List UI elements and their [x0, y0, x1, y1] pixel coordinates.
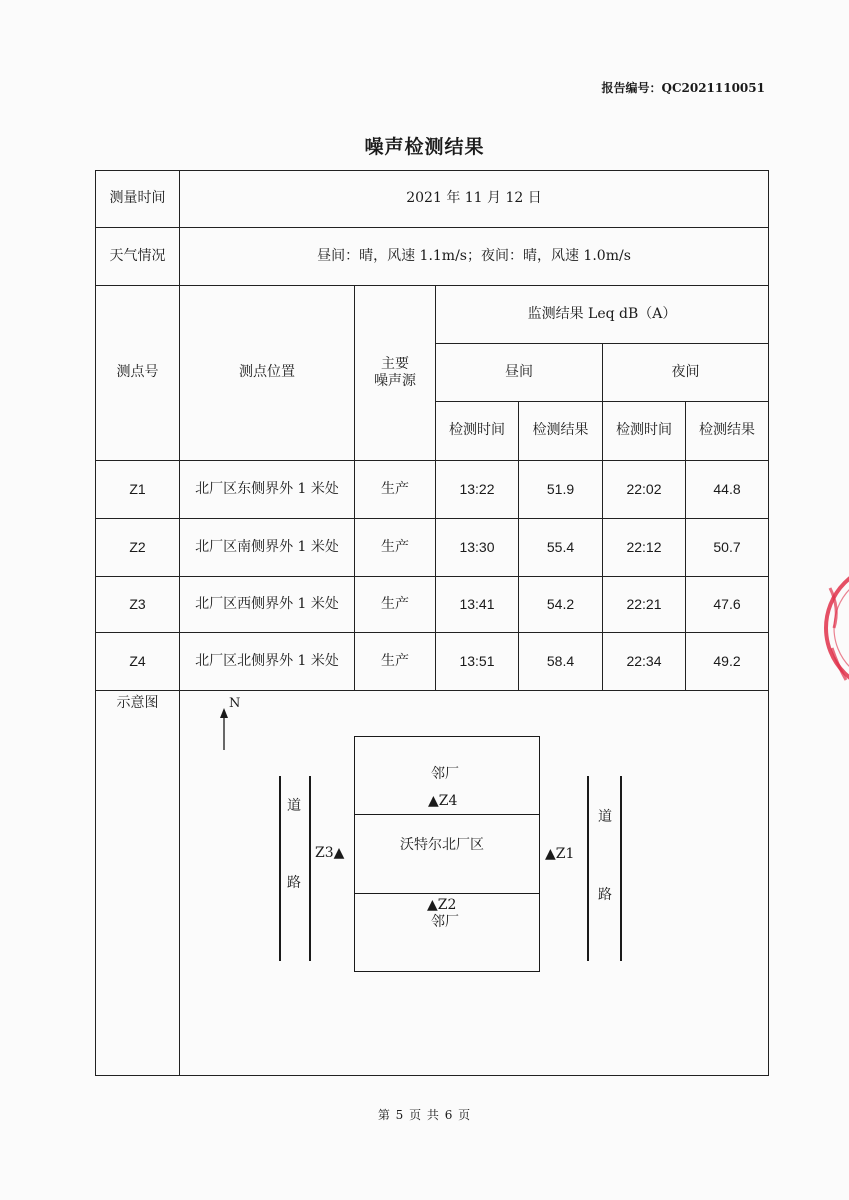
diagram-cell: [179, 690, 769, 1076]
row-1-day-time: 13:22: [435, 460, 519, 519]
z3-marker: Z3▲: [315, 845, 345, 861]
page-footer: 第 5 页 共 6 页: [377, 1108, 472, 1122]
diagram-label: 示意图: [116, 695, 159, 711]
page-title: 噪声检测结果: [364, 136, 485, 158]
time-value: 2021 年 11 月 12 日: [179, 170, 769, 228]
row-2-night-time: 22:12: [602, 518, 686, 577]
col-source-header: 主要 噪声源: [354, 285, 436, 461]
z4-marker: ▲Z4: [428, 793, 458, 809]
row-1-night-time: 22:02: [602, 460, 686, 519]
seal-stamp-icon: [820, 548, 849, 708]
col-location-header: 测点位置: [179, 285, 355, 461]
row-2-point: Z2: [95, 518, 180, 577]
row-2-source: 生产: [354, 518, 436, 577]
left-road-char-1: 道: [287, 798, 301, 814]
weather-label: 天气情况: [95, 227, 180, 286]
row-1-night-result: 44.8: [685, 460, 769, 519]
row-2-day-result: 55.4: [518, 518, 603, 577]
row-4-source: 生产: [354, 632, 436, 691]
neighbor-top-label: 邻厂: [431, 766, 459, 782]
day-header: 昼间: [435, 343, 603, 402]
row-1-location: 北厂区东侧界外 1 米处: [179, 460, 355, 519]
z2-marker: ▲Z2: [427, 897, 457, 913]
night-check-result-header: 检测结果: [685, 401, 769, 461]
row-2-location: 北厂区南侧界外 1 米处: [179, 518, 355, 577]
factory-label: 沃特尔北厂区: [400, 837, 484, 853]
north-label: N: [229, 696, 241, 711]
row-4-night-result: 49.2: [685, 632, 769, 691]
row-3-night-result: 47.6: [685, 576, 769, 633]
row-2-night-result: 50.7: [685, 518, 769, 577]
night-header: 夜间: [602, 343, 769, 402]
weather-value: 昼间：晴，风速 1.1m/s；夜间：晴，风速 1.0m/s: [179, 227, 769, 286]
day-check-result-header: 检测结果: [518, 401, 603, 461]
diagram-label-cell: [95, 690, 180, 1076]
row-3-day-result: 54.2: [518, 576, 603, 633]
neighbor-bottom-label: 邻厂: [431, 914, 459, 930]
row-4-day-result: 58.4: [518, 632, 603, 691]
row-3-point: Z3: [95, 576, 180, 633]
row-1-day-result: 51.9: [518, 460, 603, 519]
report-number: 报告编号：QC2021110051: [601, 81, 765, 95]
col-point-header: 测点号: [95, 285, 180, 461]
row-1-source: 生产: [354, 460, 436, 519]
right-road-char-1: 道: [598, 809, 612, 825]
row-4-point: Z4: [95, 632, 180, 691]
right-road-char-2: 路: [598, 887, 612, 903]
night-check-time-header: 检测时间: [602, 401, 686, 461]
row-4-day-time: 13:51: [435, 632, 519, 691]
monitor-group-header: 监测结果 Leq dB（A）: [435, 285, 769, 344]
z1-marker: ▲Z1: [545, 846, 575, 862]
left-road-char-2: 路: [287, 875, 301, 891]
row-4-location: 北厂区北侧界外 1 米处: [179, 632, 355, 691]
row-3-location: 北厂区西侧界外 1 米处: [179, 576, 355, 633]
row-4-night-time: 22:34: [602, 632, 686, 691]
row-3-night-time: 22:21: [602, 576, 686, 633]
row-3-day-time: 13:41: [435, 576, 519, 633]
time-label: 测量时间: [95, 170, 180, 228]
row-1-point: Z1: [95, 460, 180, 519]
row-2-day-time: 13:30: [435, 518, 519, 577]
row-3-source: 生产: [354, 576, 436, 633]
day-check-time-header: 检测时间: [435, 401, 519, 461]
